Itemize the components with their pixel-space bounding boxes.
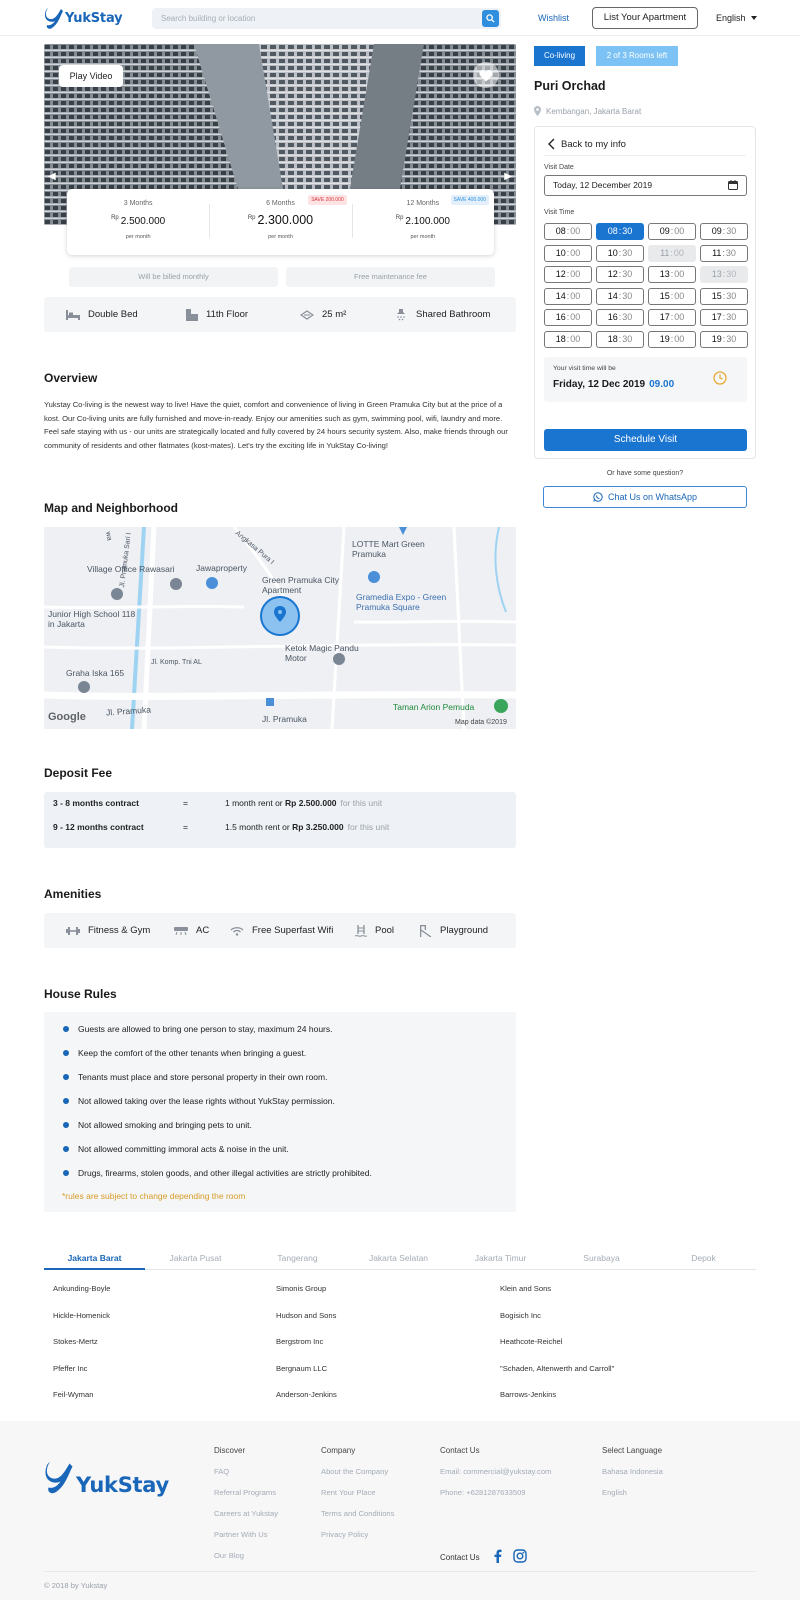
area-icon (300, 310, 314, 320)
rule-item: Keep the comfort of the other tenants when bringing a guest. (78, 1048, 306, 1058)
rooms-left-tag: 2 of 3 Rooms left (596, 46, 678, 66)
brand-name: YukStay (65, 10, 123, 26)
copyright: © 2018 by Yukstay (44, 1581, 108, 1590)
type-tag: Co-living (534, 46, 585, 66)
unit-features (44, 297, 516, 332)
floor-icon (186, 309, 198, 321)
time-slot[interactable]: 09:30 (700, 223, 748, 240)
search-bar (152, 8, 501, 29)
map-label-pramuka-2: Jl. Pramuka (262, 714, 307, 724)
map-label-angkasa: Angkasa Pura I (233, 529, 276, 566)
company-link[interactable]: Heathcote-Reichel (500, 1337, 563, 1346)
tab-tangerang[interactable]: Tangerang (277, 1253, 318, 1263)
amenities-list (44, 913, 516, 948)
time-slot[interactable]: 09:00 (648, 223, 696, 240)
rule-item: Not allowed committing immoral acts & noise in the unit. (78, 1144, 289, 1154)
deposit-row: 9 - 12 months contract = 1.5 month rent or Rp 3.250.000 for this unit (53, 822, 390, 832)
overview-text: Yukstay Co-living is the newest way to live! Have the quiet, comfort and convenience of living in Green Pramuka City but at the price of a kost. Our Co-living units are fully furnished and move-in-ready. Enjoy our amenities such as gym, swimming pool, wifi, laundry and more. Feel safe staying with us - our units are strategically located and fully covered by 24 hours security system. Also, make friends through our community of residents and other flatmates (kost-mates). Let's try the exciting life in YukStay Co-living! (44, 400, 508, 450)
tab-jakarta-selatan[interactable]: Jakarta Selatan (368, 1253, 429, 1263)
calendar-icon (728, 180, 738, 190)
back-to-info-link[interactable]: Back to my info (548, 136, 626, 152)
time-slot[interactable]: 10:30 (596, 245, 644, 262)
price-amount: $^{Rp}$ 2.100.000 (395, 215, 450, 227)
visit-summary-label: Your visit time will be (553, 365, 616, 372)
gym-icon (66, 927, 80, 935)
time-slot: 13:30 (700, 266, 748, 283)
deposit-row: 3 - 8 months contract = 1 month rent or Rp 2.500.000 for this unit (53, 798, 383, 808)
footer-link-careers[interactable]: Careers at Yukstay (214, 1509, 279, 1518)
language-option-id[interactable]: Bahasa Indonesia (602, 1467, 663, 1476)
bullet-icon (63, 1050, 69, 1056)
price-amount: $^{Rp}$ 2.300.000 (247, 213, 314, 227)
time-slot[interactable]: 12:30 (596, 266, 644, 283)
shower-icon (396, 308, 408, 321)
company-link[interactable]: Bergnaum LLC (276, 1363, 328, 1373)
rule-item: Guests are allowed to bring one person to stay, maximum 24 hours. (78, 1024, 333, 1034)
company-link[interactable]: Hudson and Sons (276, 1310, 337, 1320)
search-input[interactable] (152, 8, 462, 29)
contact-title: Contact Us (440, 1446, 480, 1455)
time-slot[interactable]: 15:00 (648, 288, 696, 305)
price-period: per month (268, 234, 293, 240)
footer-link-terms[interactable]: Terms and Conditions (321, 1509, 395, 1518)
bullet-icon (63, 1146, 69, 1152)
yukstay-logo-icon (44, 6, 64, 30)
heart-icon (479, 69, 493, 82)
wishlist-link[interactable]: Wishlist (538, 13, 569, 23)
company-link[interactable]: Feil-Wyman (53, 1390, 94, 1399)
feature-bed: Double Bed (66, 297, 138, 332)
save-badge: SAVE 200.000 (308, 195, 346, 205)
language-selector[interactable] (716, 13, 757, 23)
divider (44, 1571, 756, 1572)
schedule-visit-button[interactable]: Schedule Visit (544, 429, 747, 451)
visit-date-label: Visit Date (544, 164, 574, 171)
wifi-icon (230, 926, 244, 936)
language-label: English (716, 13, 746, 23)
tab-surabaya[interactable]: Surabaya (583, 1253, 620, 1263)
tab-jakarta-pusat[interactable]: Jakarta Pusat (169, 1253, 222, 1263)
instagram-icon[interactable] (513, 1549, 527, 1563)
footer-link-referral[interactable]: Referral Programs (214, 1488, 277, 1497)
rule-item: Not allowed smoking and bringing pets to unit. (78, 1120, 252, 1130)
footer-link-faq[interactable]: FAQ (214, 1467, 230, 1476)
map-data-credit: Map data ©2019 (455, 719, 507, 726)
google-logo: Google (48, 711, 86, 723)
prev-photo-arrow-icon[interactable]: ◀ (48, 171, 56, 182)
time-slot[interactable]: 19:30 (700, 331, 748, 348)
time-slot[interactable]: 19:00 (648, 331, 696, 348)
time-slot[interactable]: 18:30 (596, 331, 644, 348)
company-link[interactable]: Hickle-Homenick (53, 1310, 110, 1320)
site-header (0, 0, 800, 36)
save-badge: SAVE 400.000 (451, 195, 489, 205)
company-link[interactable]: Ankunding-Boyle (53, 1284, 111, 1293)
footer-brand-name: YukStay (76, 1473, 169, 1497)
feature-area: 25 m² (300, 297, 346, 332)
visit-summary (544, 357, 747, 402)
house-rules-title: House Rules (44, 987, 117, 1001)
bullet-icon (63, 1098, 69, 1104)
time-slot[interactable]: 14:00 (544, 288, 592, 305)
play-video-button[interactable]: Play Video (59, 65, 123, 87)
facebook-icon[interactable] (494, 1549, 502, 1563)
language-title: Select Language (602, 1446, 663, 1455)
social-contact-label: Contact Us (440, 1553, 480, 1562)
company-title: Company (321, 1446, 356, 1455)
site-footer (0, 1421, 800, 1600)
deposit-table (44, 792, 516, 848)
amenity-ac: AC (174, 913, 209, 948)
company-link[interactable]: Bogisich Inc (500, 1310, 541, 1320)
footer-link-rent[interactable]: Rent Your Place (321, 1488, 376, 1497)
search-button[interactable] (482, 10, 499, 27)
amenity-gym: Fitness & Gym (66, 913, 150, 948)
time-slot[interactable]: 16:30 (596, 309, 644, 326)
map-label-green-pramuka: Green Pramuka City Apartment (262, 575, 339, 595)
brand-logo[interactable] (44, 6, 122, 30)
whatsapp-chat-button[interactable]: Chat Us on WhatsApp (543, 486, 747, 508)
time-slot[interactable]: 16:00 (544, 309, 592, 326)
bullet-icon (63, 1074, 69, 1080)
clock-icon (713, 371, 727, 385)
ac-icon (174, 927, 188, 935)
caret-down-icon (751, 16, 757, 20)
map-label-village-office: Village Office Rawasari (87, 564, 175, 574)
booking-panel (534, 126, 756, 459)
amenity-wifi: Free Superfast Wifi (230, 913, 333, 948)
wishlist-heart-button[interactable] (473, 62, 499, 88)
maintenance-note: Free maintenance fee (286, 267, 495, 287)
billing-note: Will be billed monthly (69, 267, 278, 287)
footer-link-privacy[interactable]: Privacy Policy (321, 1530, 369, 1539)
rule-item: Tenants must place and store personal property in their own room. (78, 1072, 327, 1082)
time-slot[interactable]: 15:30 (700, 288, 748, 305)
price-option-12-months[interactable] (352, 189, 494, 255)
company-link[interactable]: Stokes-Mertz (53, 1337, 98, 1346)
time-slot[interactable]: 08:30 (596, 223, 644, 240)
search-icon (486, 14, 495, 23)
time-slot[interactable]: 13:00 (648, 266, 696, 283)
playground-icon (419, 925, 432, 937)
pool-icon (355, 925, 367, 937)
footer-link-blog[interactable]: Our Blog (214, 1551, 244, 1560)
time-slot[interactable]: 18:00 (544, 331, 592, 348)
company-link[interactable]: Klein and Sons (500, 1284, 552, 1293)
company-link[interactable]: Barrows-Jenkins (500, 1390, 557, 1399)
price-duration: 3 Months (123, 200, 153, 207)
location-pin-icon (534, 106, 541, 116)
map-label-pramuka: Jl. Pramuka (105, 704, 152, 718)
time-slot[interactable]: 14:30 (596, 288, 644, 305)
time-slot: 11:00 (648, 245, 696, 262)
price-duration: 12 Months (406, 200, 440, 207)
rule-item: Drugs, firearms, stolen goods, and other illegal activities are strictly prohibited. (78, 1168, 372, 1178)
language-option-en[interactable]: English (602, 1488, 627, 1497)
property-name: Puri Orchad (534, 79, 606, 93)
footer-link-partner[interactable]: Partner With Us (214, 1530, 268, 1539)
visit-time-label: Visit Time (544, 209, 575, 216)
visit-summary-datetime: Friday, 12 Dec 2019 09.00 (553, 379, 675, 390)
map-label-junior-school: Junior High School 118 in Jakarta (48, 609, 136, 629)
price-card (67, 189, 494, 255)
amenity-playground: Playground (419, 913, 488, 948)
map-label-jawaproperty: Jawaproperty (196, 563, 248, 573)
time-slot[interactable]: 11:30 (700, 245, 748, 262)
map-label-ketok: Ketok Magic Pandu Motor (285, 643, 359, 663)
company-link[interactable]: "Schaden, Altenwerth and Carroll" (500, 1363, 615, 1373)
time-slot[interactable]: 12:00 (544, 266, 592, 283)
bullet-icon (63, 1122, 69, 1128)
tab-jakarta-barat[interactable]: Jakarta Barat (44, 1250, 145, 1270)
map-label-komp: Jl. Komp. Tni AL (151, 659, 202, 666)
deposit-title: Deposit Fee (44, 766, 113, 780)
bullet-icon (63, 1026, 69, 1032)
visit-date-field[interactable]: Today, 12 December 2019 (544, 175, 747, 196)
map-label-pramuka-sari: Jl. Pramuka Sari I (118, 532, 133, 588)
feature-floor: 11th Floor (186, 297, 248, 332)
contact-phone[interactable]: Phone: +6281287633509 (440, 1488, 526, 1497)
price-duration: 6 Months (266, 200, 295, 207)
yukstay-logo-icon (44, 1457, 74, 1497)
map-label-graha: Graha Iska 165 (66, 668, 125, 678)
company-link[interactable]: Simonis Group (276, 1284, 327, 1293)
overview-title: Overview (44, 371, 98, 385)
tab-depok[interactable]: Depok (691, 1253, 716, 1263)
map-label-gramedia: Gramedia Expo - Green Pramuka Square (356, 592, 447, 612)
rules-note: *rules are subject to change depending the room (62, 1191, 246, 1201)
next-photo-arrow-icon[interactable]: ▶ (504, 171, 512, 182)
amenities-title: Amenities (44, 887, 102, 901)
contact-email[interactable]: Email: commercial@yukstay.com (440, 1467, 552, 1476)
footer-logo[interactable] (44, 1457, 169, 1497)
discover-title: Discover (214, 1446, 246, 1455)
city-tabs (44, 1250, 756, 1270)
price-option-6-months[interactable] (209, 189, 351, 255)
company-link[interactable]: Anderson-Jenkins (276, 1390, 337, 1399)
time-slot[interactable]: 17:00 (648, 309, 696, 326)
property-location: Kembangan, Jakarta Barat (534, 106, 641, 116)
company-link[interactable]: Bergstrom Inc (276, 1337, 324, 1346)
whatsapp-icon (593, 492, 603, 502)
list-apartment-button[interactable]: List Your Apartment (592, 7, 698, 29)
map-label-taman: Taman Arion Pemuda (393, 702, 475, 712)
feature-bathroom: Shared Bathroom (396, 297, 490, 332)
time-slot[interactable]: 08:00 (544, 223, 592, 240)
map-title: Map and Neighborhood (44, 501, 178, 515)
map-label-lotte: LOTTE Mart Green Pramuka (352, 539, 425, 559)
neighborhood-map[interactable] (44, 527, 516, 729)
time-slot[interactable]: 10:00 (544, 245, 592, 262)
bed-icon (66, 310, 80, 320)
price-period: per month (125, 234, 151, 240)
question-text: Or have some question? (606, 470, 684, 477)
footer-link-about[interactable]: About the Company (321, 1467, 389, 1476)
time-slot[interactable]: 17:30 (700, 309, 748, 326)
price-period: per month (410, 234, 436, 240)
tab-jakarta-timur[interactable]: Jakarta Timur (474, 1253, 527, 1263)
map-label-wa: wa (104, 531, 113, 542)
divider (544, 155, 746, 156)
price-option-3-months[interactable] (67, 189, 209, 255)
amenity-pool: Pool (355, 913, 394, 948)
company-link[interactable]: Pfeffer Inc (53, 1363, 88, 1373)
bullet-icon (63, 1170, 69, 1176)
rule-item: Not allowed taking over the lease rights without YukStay permission. (78, 1096, 335, 1106)
price-amount: $^{Rp}$ 2.500.000 (111, 215, 166, 227)
house-rules-list (44, 1012, 516, 1212)
chevron-left-icon (548, 138, 555, 150)
